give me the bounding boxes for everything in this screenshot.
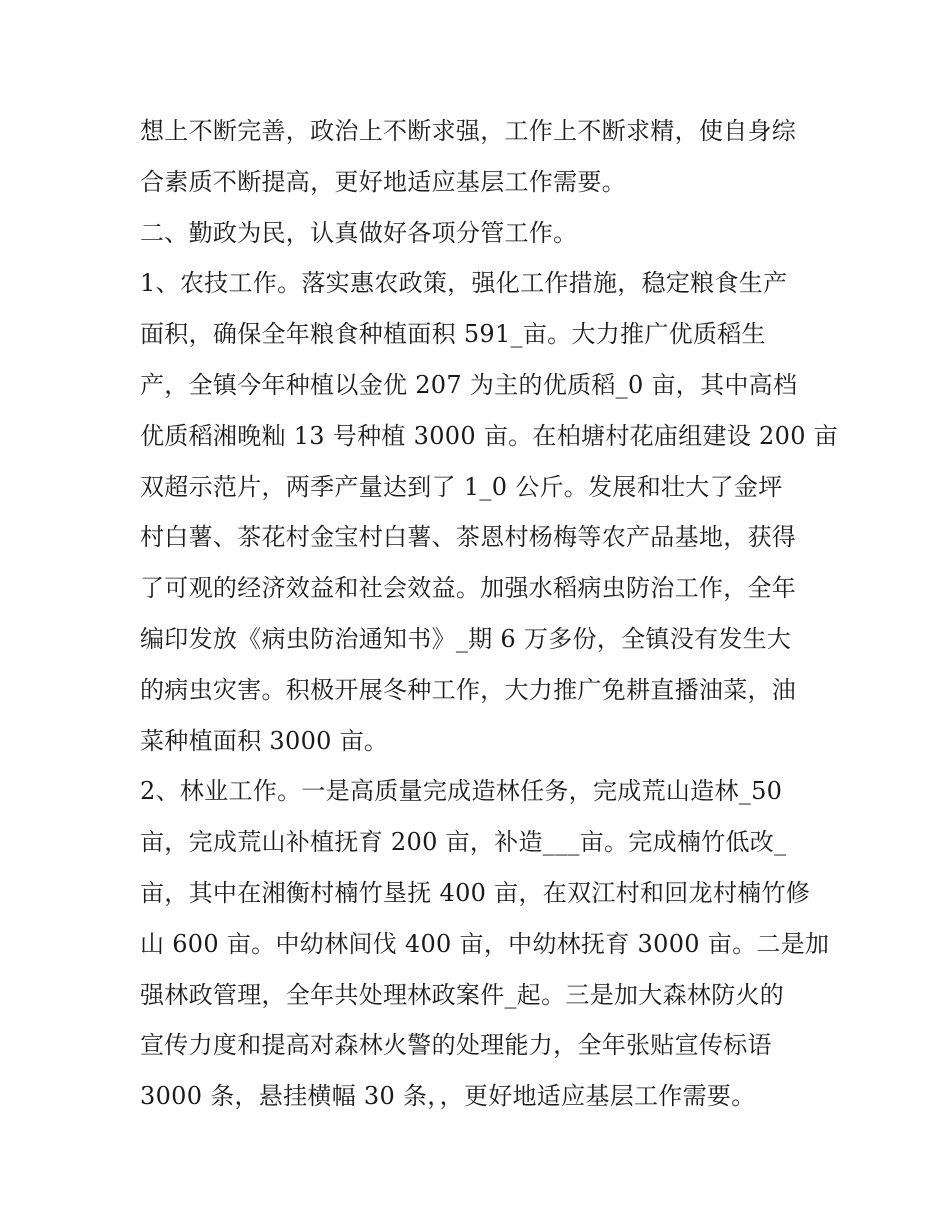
text-line: 山 600 亩。中幼林间伐 400 亩，中幼林抚育 3000 亩。二是加 (140, 929, 830, 958)
body-text (140, 106, 838, 1122)
section-heading: 二、勤政为民，认真做好各项分管工作。 (140, 218, 578, 247)
text-line: 菜种植面积 3000 亩。 (140, 726, 389, 755)
text-line: 合素质不断提高，更好地适应基层工作需要。 (140, 167, 626, 196)
text-line: 产，全镇今年种植以金优 207 为主的优质稻_0 亩，其中高档 (140, 370, 798, 399)
text-line: 想上不断完善，政治上不断求强，工作上不断求精，使自身综 (140, 117, 797, 145)
text-line: 村白薯、茶花村金宝村白薯、茶恩村杨梅等农产品基地，获得 (140, 523, 797, 552)
text-line: 优质稻湘晚籼 13 号种植 3000 亩。在柏塘村花庙组建设 200 亩 (140, 421, 838, 450)
text-line: 亩，完成荒山补植抚育 200 亩，补造___亩。完成楠竹低改_ (140, 828, 787, 857)
text-line: 了可观的经济效益和社会效益。加强水稻病虫防治工作，全年 (140, 574, 797, 603)
text-line: 编印发放《病虫防治通知书》_期 6 万多份，全镇没有发生大 (140, 624, 792, 653)
text-line: 2、林业工作。一是高质量完成造林任务，完成荒山造林_50 (140, 777, 783, 806)
text-line: 亩，其中在湘衡村楠竹垦抚 400 亩，在双江村和回龙村楠竹修 (140, 878, 811, 907)
text-line: 3000 条，悬挂横幅 30 条，，更好地适应基层工作需要。 (140, 1082, 756, 1111)
text-line: 宣传力度和提高对森林火警的处理能力，全年张贴宣传标语 (140, 1031, 772, 1060)
text-line: 的病虫灾害。积极开展冬种工作，大力推广免耕直播油菜，油 (140, 675, 797, 704)
text-line: 面积，确保全年粮食种植面积 591_亩。大力推广优质稻生 (140, 320, 766, 349)
text-line: 1、农技工作。落实惠农政策，强化工作措施，稳定粮食生产 (140, 269, 788, 298)
text-line: 双超示范片，两季产量达到了 1_0 公斤。发展和壮大了金坪 (140, 472, 783, 501)
text-line: 强林政管理，全年共处理林政案件_起。三是加大森林防火的 (140, 980, 785, 1009)
